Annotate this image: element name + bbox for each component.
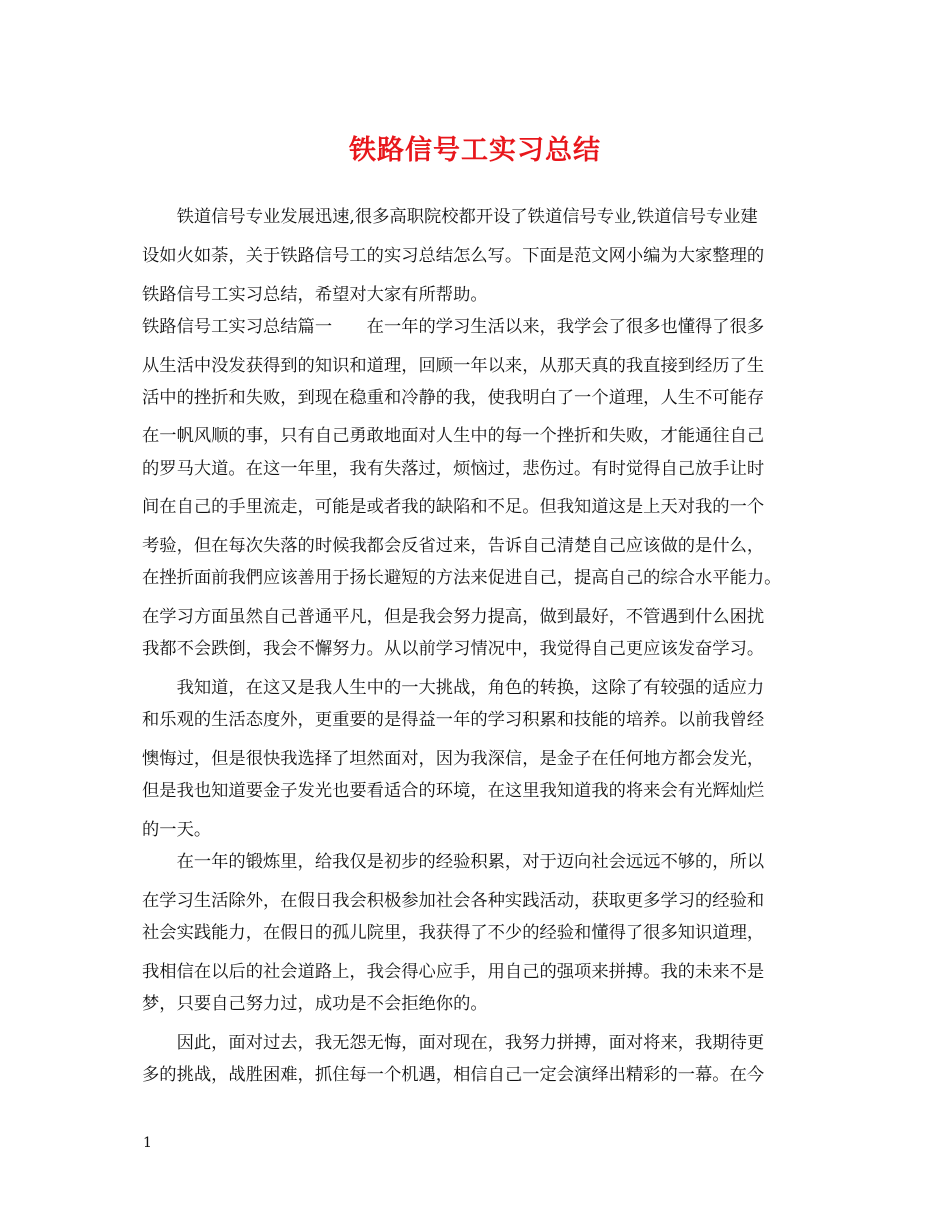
text-line: 因此，面对过去，我无怨无悔，面对现在，我努力拼搏，面对将来，我期待更 bbox=[142, 1033, 765, 1053]
text-line: 在学习生活除外，在假日我会积极参加社会各种实践活动，获取更多学习的经验和 bbox=[142, 891, 765, 911]
text-line: 的罗马大道。在这一年里，我有失落过，烦恼过，悲伤过。有时觉得自己放手让时 bbox=[142, 459, 765, 479]
text-line: 在学习方面虽然自己普通平凡，但是我会努力提高，做到最好，不管遇到什么困扰 bbox=[142, 607, 765, 627]
page-number: 1 bbox=[143, 1135, 152, 1151]
text-line: 考验，但在每次失落的时候我都会反省过来，告诉自己清楚自己应该做的是什么， bbox=[142, 536, 765, 556]
text-line: 在一帆风顺的事，只有自己勇敢地面对人生中的每一个挫折和失败，才能通往自己 bbox=[142, 426, 765, 446]
text-line: 铁路信号工实习总结，希望对大家有所帮助。 bbox=[142, 285, 488, 305]
text-line: 的一天。 bbox=[142, 820, 212, 840]
text-line: 活中的挫折和失败，到现在稳重和冷静的我，使我明白了一个道理，人生不可能存 bbox=[142, 388, 765, 408]
document-title: 铁路信号工实习总结 bbox=[349, 135, 601, 166]
text-line: 间在自己的手里流走，可能是或者我的缺陷和不足。但我知道这是上天对我的一个 bbox=[142, 497, 765, 517]
text-line: 社会实践能力，在假日的孤儿院里，我获得了不少的经验和懂得了很多知识道理， bbox=[142, 923, 765, 943]
text-line: 但是我也知道要金子发光也要看适合的环境，在这里我知道我的将来会有光辉灿烂 bbox=[142, 781, 765, 801]
text-line: 铁路信号工实习总结篇一 在一年的学习生活以来，我学会了很多也懂得了很多 bbox=[142, 317, 765, 337]
text-line: 我知道，在这又是我人生中的一大挑战，角色的转换，这除了有较强的适应力 bbox=[142, 678, 765, 698]
text-line: 梦，只要自己努力过，成功是不会拒绝你的。 bbox=[142, 994, 488, 1014]
text-line: 和乐观的生活态度外，更重要的是得益一年的学习积累和技能的培养。以前我曾经 bbox=[142, 710, 765, 730]
text-line: 我相信在以后的社会道路上，我会得心应手，用自己的强项来拼搏。我的未来不是 bbox=[142, 962, 765, 982]
text-line: 设如火如荼，关于铁路信号工的实习总结怎么写。下面是范文网小编为大家整理的 bbox=[142, 246, 765, 266]
text-line: 懊悔过，但是很快我选择了坦然面对，因为我深信，是金子在任何地方都会发光， bbox=[142, 749, 765, 769]
text-line: 我都不会跌倒，我会不懈努力。从以前学习情况中，我觉得自己更应该发奋学习。 bbox=[142, 639, 765, 659]
text-line: 从生活中没发获得到的知识和道理，回顾一年以来，从那天真的我直接到经历了生 bbox=[142, 356, 765, 376]
text-line: 多的挑战，战胜困难，抓住每一个机遇，相信自己一定会演绎出精彩的一幕。在今 bbox=[142, 1065, 765, 1085]
text-line: 铁道信号专业发展迅速,很多高职院校都开设了铁道信号专业,铁道信号专业建 bbox=[142, 207, 758, 227]
text-line: 在挫折面前我們应该善用于扬长避短的方法来促进自己，提高自己的综合水平能力。 bbox=[142, 568, 782, 588]
text-line: 在一年的锻炼里，给我仅是初步的经验积累，对于迈向社会远远不够的，所以 bbox=[142, 852, 765, 872]
